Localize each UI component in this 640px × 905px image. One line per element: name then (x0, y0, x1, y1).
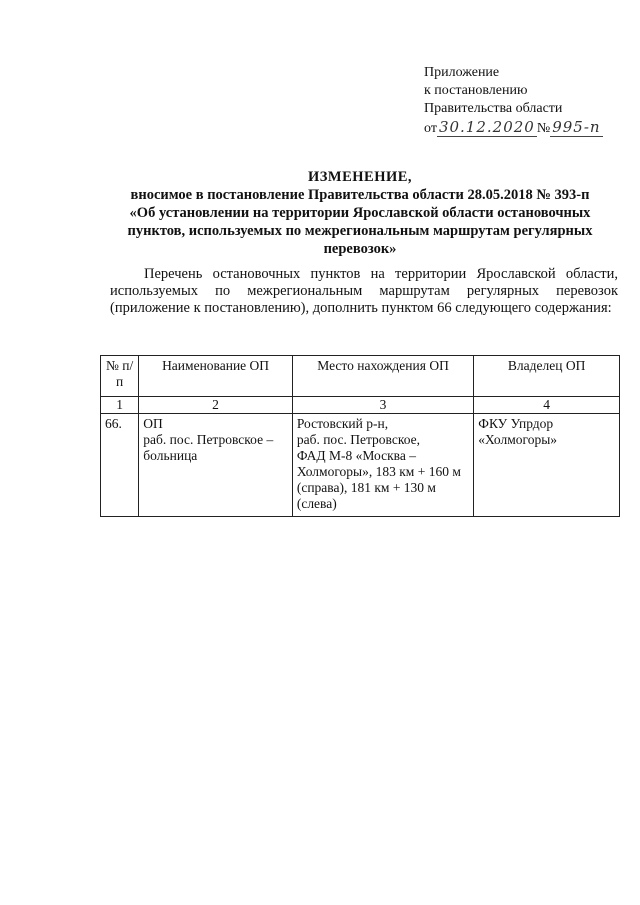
appendix-date-line (424, 118, 603, 138)
handwritten-date: 30.12.2020 (438, 118, 535, 136)
row-name-line2: раб. пос. Петровское – больница (143, 432, 274, 463)
row-location-cell (292, 414, 473, 517)
row-location-line2: раб. пос. Петровское, (296, 432, 420, 447)
table-header-row (101, 356, 620, 397)
column-number-2: 2 (139, 397, 293, 414)
row-owner: ФКУ Упрдор «Холмогоры» (474, 414, 620, 517)
document-heading (100, 168, 620, 258)
header-location: Место нахождения ОП (292, 356, 473, 397)
appendix-line3: Правительства области (424, 101, 563, 116)
column-number-4: 4 (474, 397, 620, 414)
column-number-1: 1 (101, 397, 139, 414)
heading-title: ИЗМЕНЕНИЕ, (307, 169, 413, 185)
row-number: 66. (101, 414, 139, 517)
row-name-cell (139, 414, 293, 517)
appendix-number-prefix: № (536, 121, 551, 136)
row-location-line1: Ростовский р-н, (296, 416, 389, 431)
table-column-numbers-row (101, 397, 620, 414)
row-location-line3: ФАД М-8 «Москва – Холмогоры», 183 км + 160 м (справа), 181 км + 130 м (слева) (296, 448, 461, 511)
header-number: № п/п (101, 356, 139, 397)
body-paragraph: Перечень остановочных пунктов на территории Ярославской области, используемых по межрегиональным маршрутам регулярных перевозок (приложение к постановлению), дополнить пунктом 66 следующего содержания: (110, 266, 618, 316)
heading-line1: вносимое в постановление Правительства области 28.05.2018 № 393-п (130, 187, 590, 203)
column-number-3: 3 (292, 397, 473, 414)
appendix-line2: к постановлению (424, 83, 528, 98)
header-name: Наименование ОП (139, 356, 293, 397)
appendix-block (424, 64, 603, 138)
table-row (101, 414, 620, 517)
header-owner: Владелец ОП (474, 356, 620, 397)
heading-line2: «Об установлении на территории Ярославской области остановочных пунктов, используемых по межрегиональным маршрутам регулярных перевозок» (127, 205, 593, 257)
handwritten-number: 995-п (552, 118, 601, 136)
appendix-from-prefix: от (424, 121, 437, 136)
appendix-line1: Приложение (424, 65, 500, 80)
row-name-line1: ОП (143, 416, 163, 431)
stops-table (100, 355, 620, 517)
